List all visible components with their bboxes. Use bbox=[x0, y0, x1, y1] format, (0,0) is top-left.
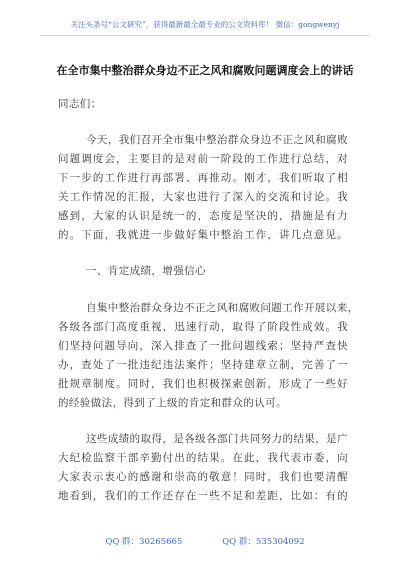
paragraph-line: 下一步的工作进行再部署、再推动。刚才，我们听取了相 bbox=[58, 172, 348, 184]
paragraph-line: 问题调度会，主要目的是对前一阶段的工作进行总结，对 bbox=[58, 153, 348, 165]
section-heading: 一、肯定成绩，增强信心 bbox=[86, 265, 206, 277]
paragraph-line: 关工作情况的汇报，大家也进行了深入的交流和讨论。我 bbox=[58, 191, 348, 203]
footer-qq-group-1: QQ 群：30265665 bbox=[105, 537, 183, 547]
paragraph-line: 这些成绩的取得，是各级各部门共同努力的结果，是广 bbox=[86, 433, 348, 445]
header-divider bbox=[40, 35, 370, 36]
paragraph-line: 的。下面，我就进一步做好集中整治工作，讲几点意见。 bbox=[58, 229, 348, 241]
paragraph-line: 自集中整治群众身边不正之风和腐败问题工作开展以来， bbox=[86, 302, 359, 314]
header-note: 关注头条号“公文研究”，获得最新最全最专业的公文资料库！ 微信：gongwenyj bbox=[70, 20, 340, 29]
paragraph-line: 大家表示衷心的感谢和崇高的敬意！同时，我们也要清醒 bbox=[58, 471, 348, 483]
footer-qq-group-2: QQ 群：535304092 bbox=[222, 537, 305, 547]
paragraph-line: 感到，大家的认识是统一的，态度是坚决的，措施是有力 bbox=[58, 210, 348, 222]
paragraph-line: 今天，我们召开全市集中整治群众身边不正之风和腐败 bbox=[86, 134, 348, 146]
paragraph-line: 们坚持问题导向，深入排查了一批问题线索；坚持严查快 bbox=[58, 340, 348, 352]
paragraph-line: 大纪检监察干部辛勤付出的结果。在此，我代表市委，向 bbox=[58, 452, 348, 464]
paragraph-line: 各级各部门高度重视，迅速行动，取得了阶段性成效。我 bbox=[58, 321, 348, 333]
paragraph-line: 的经验做法，得到了上级的肯定和群众的认可。 bbox=[58, 397, 287, 409]
paragraph-line: 地看到，我们的工作还存在一些不足和差距，比如：有的 bbox=[58, 490, 348, 502]
paragraph-line: 办，查处了一批违纪违法案件；坚持建章立制，完善了一 bbox=[58, 359, 348, 371]
document-title: 在全市集中整治群众身边不正之风和腐败问题调度会上的讲话 bbox=[56, 64, 354, 77]
paragraph-line: 批规章制度。同时，我们也积极探索创新，形成了一些好 bbox=[58, 378, 348, 390]
salutation: 同志们： bbox=[58, 98, 102, 110]
footer-contact bbox=[40, 536, 370, 548]
